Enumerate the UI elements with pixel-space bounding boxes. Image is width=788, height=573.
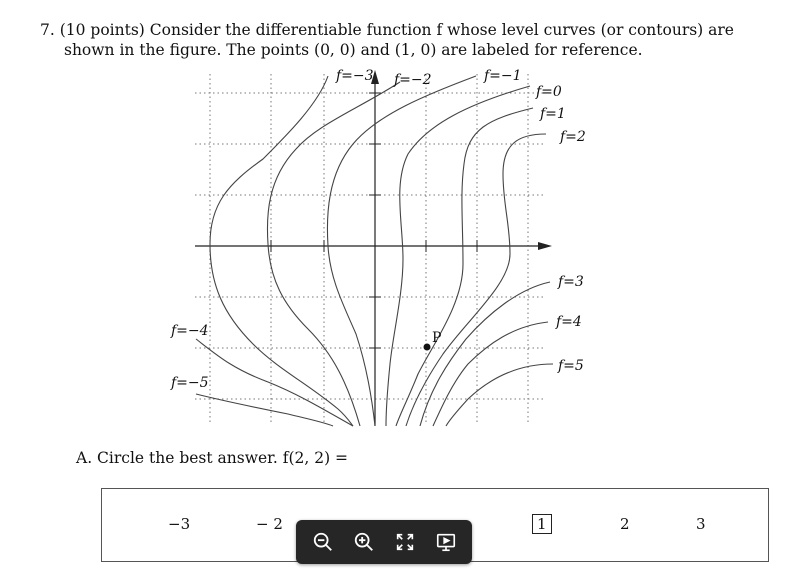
label-f-1: f=1 <box>540 106 566 122</box>
label-f-m5: f=−5 <box>171 375 209 391</box>
contour-f-4 <box>433 322 548 426</box>
fullscreen-button[interactable] <box>389 526 421 558</box>
grid <box>195 74 543 424</box>
contour-f-m3 <box>210 76 353 426</box>
presentation-button[interactable] <box>430 526 462 558</box>
contour-figure <box>168 64 608 434</box>
choice-1[interactable]: 1 <box>532 514 552 534</box>
contour-f-m4 <box>196 339 353 426</box>
choice-minus-2[interactable]: − 2 <box>256 515 283 533</box>
choice-3[interactable]: 3 <box>696 515 706 533</box>
contour-f-2 <box>406 134 546 426</box>
label-f-m3: f=−3 <box>336 68 374 84</box>
axes <box>195 70 552 426</box>
label-f-4: f=4 <box>556 314 582 330</box>
label-f-m4: f=−4 <box>171 323 209 339</box>
zoom-out-button[interactable] <box>307 526 339 558</box>
choice-minus-3[interactable]: −3 <box>168 515 191 533</box>
fullscreen-icon <box>394 531 416 553</box>
contour-f-m1 <box>327 76 476 426</box>
contour-f-5 <box>446 364 553 426</box>
label-p: P <box>432 330 442 346</box>
viewer-toolbar <box>296 520 472 564</box>
contour-f-0 <box>386 86 530 426</box>
question-line-1: 7. (10 points) Consider the differentiable function f whose level curves (or contours) are <box>40 21 734 39</box>
label-f-3: f=3 <box>558 274 584 290</box>
label-f-m2: f=−2 <box>394 72 432 88</box>
zoom-in-icon <box>353 531 375 553</box>
question-line-2: shown in the figure. The points (0, 0) and (1, 0) are labeled for reference. <box>64 41 643 59</box>
x-axis-arrow <box>538 242 552 250</box>
label-f-2: f=2 <box>560 129 586 145</box>
label-f-0: f=0 <box>536 84 562 100</box>
label-f-m1: f=−1 <box>484 68 522 84</box>
question-text <box>40 20 740 60</box>
contour-f-1 <box>396 108 533 426</box>
label-f-5: f=5 <box>558 358 584 374</box>
zoom-in-button[interactable] <box>348 526 380 558</box>
choice-2[interactable]: 2 <box>620 515 630 533</box>
part-a-text: A. Circle the best answer. f(2, 2) = <box>76 449 349 467</box>
zoom-out-icon <box>312 531 334 553</box>
point-p <box>424 344 431 351</box>
presentation-icon <box>435 531 457 553</box>
